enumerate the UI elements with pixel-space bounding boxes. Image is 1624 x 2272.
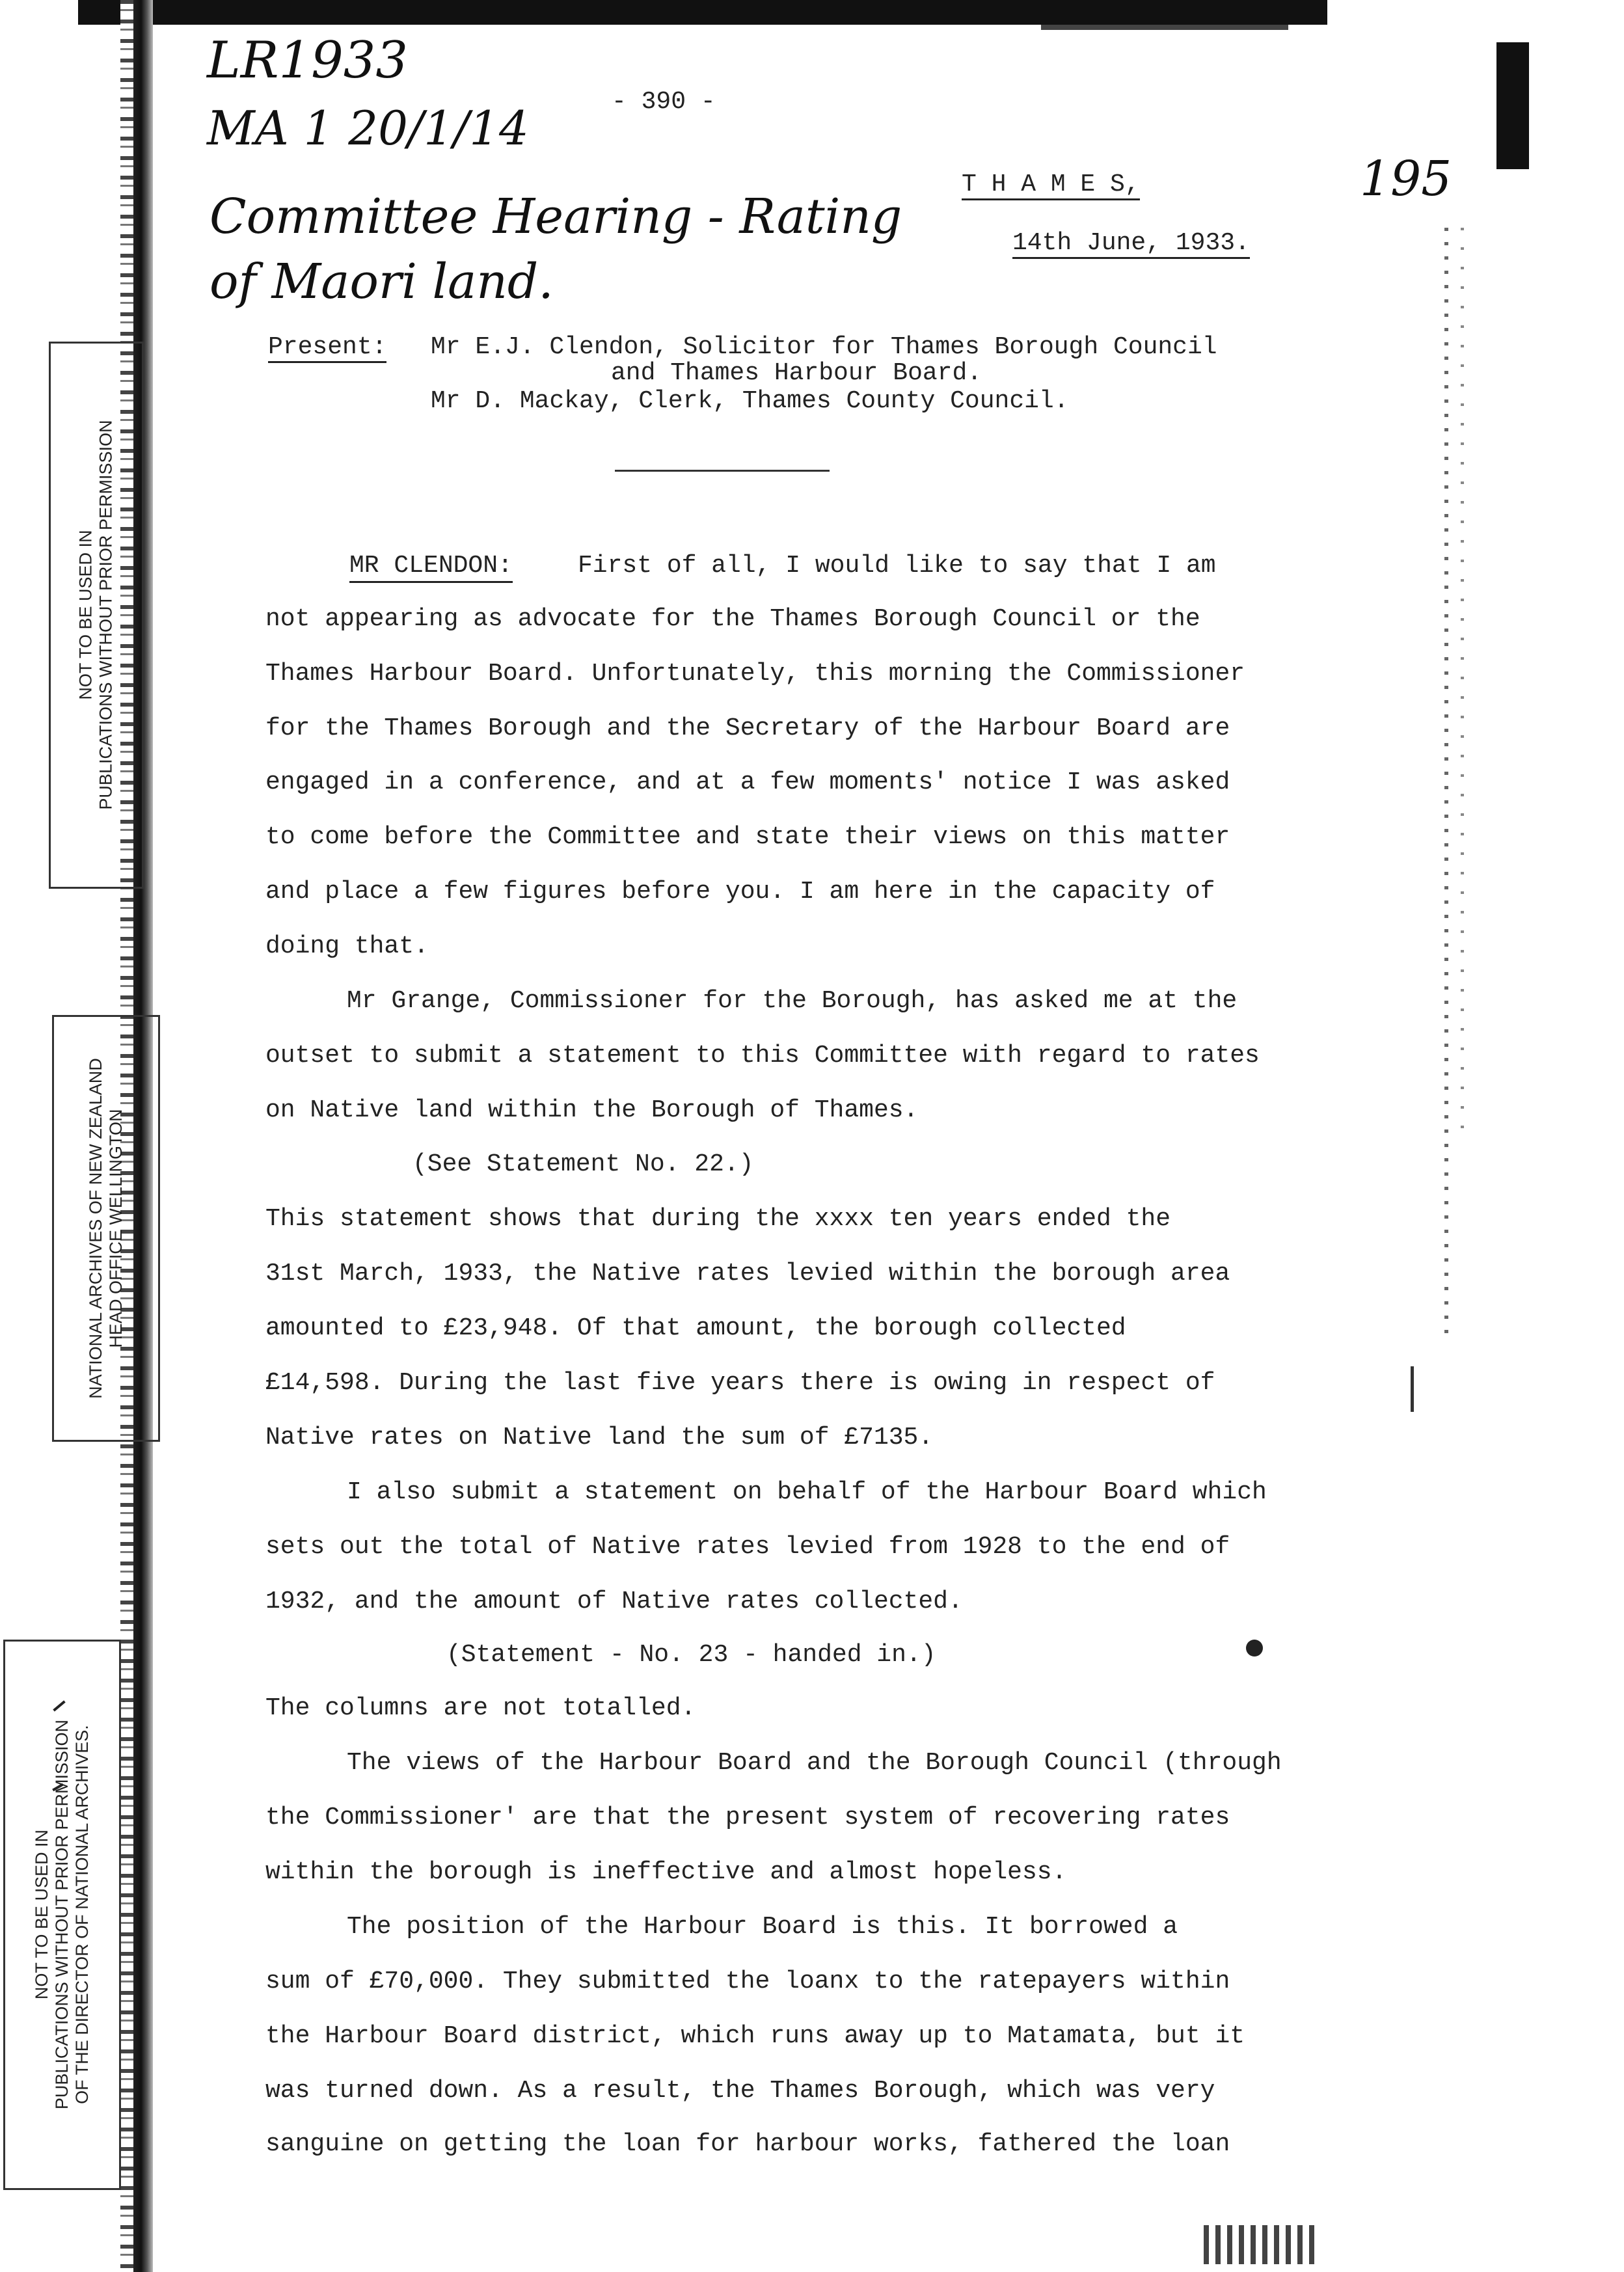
folio-number: 195 xyxy=(1360,151,1452,207)
body-line: Thames Harbour Board. Unfortunately, this morning the Commissioner xyxy=(265,660,1245,688)
stamp-line: OF THE DIRECTOR OF NATIONAL ARCHIVES. xyxy=(72,1725,92,2105)
stamp-line: NATIONAL ARCHIVES OF NEW ZEALAND xyxy=(85,1058,105,1399)
stamp-line: NOT TO BE USED IN xyxy=(75,530,96,701)
body-line: to come before the Committee and state their views on this matter xyxy=(265,823,1230,851)
present-line: Mr E.J. Clendon, Solicitor for Thames Borough Council xyxy=(431,333,1217,361)
ink-blot xyxy=(1246,1640,1263,1657)
body-line: the Harbour Board district, which runs away up to Matamata, but it xyxy=(265,2022,1245,2050)
bottom-ink-mark xyxy=(1204,2225,1321,2264)
body-line: Native rates on Native land the sum of £7135. xyxy=(265,1424,934,1452)
body-line: £14,598. During the last five years there is owing in respect of xyxy=(265,1369,1215,1397)
body-line: The columns are not totalled. xyxy=(265,1694,696,1722)
right-edge-block xyxy=(1496,42,1529,169)
page-number: - 390 - xyxy=(612,88,716,116)
body-line: on Native land within the Borough of Thames. xyxy=(265,1096,919,1124)
body-line: sets out the total of Native rates levied from 1928 to the end of xyxy=(265,1533,1230,1561)
body-line: 31st March, 1933, the Native rates levied within the borough area xyxy=(265,1260,1230,1288)
scan-top-bar-fade xyxy=(1041,25,1288,30)
archive-stamp-middle xyxy=(52,1015,160,1442)
body-line: The position of the Harbour Board is this. It borrowed a xyxy=(347,1913,1178,1941)
body-line: (See Statement No. 22.) xyxy=(413,1150,754,1178)
body-line: doing that. xyxy=(265,932,429,960)
speaker-label: MR CLENDON: xyxy=(349,552,513,583)
body-line: The views of the Harbour Board and the Borough Council (through xyxy=(347,1749,1282,1777)
body-line: the Commissioner' are that the present system of recovering rates xyxy=(265,1804,1230,1832)
body-line: not appearing as advocate for the Thames Borough Council or the xyxy=(265,605,1200,633)
archive-stamp-upper xyxy=(49,342,144,889)
body-line: Mr Grange, Commissioner for the Borough, has asked me at the xyxy=(347,987,1238,1015)
body-line: sum of £70,000. They submitted the loanx to the ratepayers within xyxy=(265,1968,1230,1995)
right-edge-dots xyxy=(1444,228,1448,1334)
stamp-line: HEAD OFFICE WELLINGTON xyxy=(106,1109,126,1348)
stamp-line: PUBLICATIONS WITHOUT PRIOR PERMISSION xyxy=(51,1720,72,2110)
section-divider xyxy=(615,470,830,472)
date-heading: 14th June, 1933. xyxy=(1012,231,1250,259)
stamp-line: NOT TO BE USED IN xyxy=(31,1830,51,2000)
body-line: (Statement - No. 23 - handed in.) xyxy=(446,1641,936,1669)
margin-mark xyxy=(1411,1366,1414,1412)
body-line: I also submit a statement on behalf of the Harbour Board which xyxy=(347,1478,1267,1506)
body-line: First of all, I would like to say that I am xyxy=(578,552,1216,580)
body-line: sanguine on getting the loan for harbour works, fathered the loan xyxy=(265,2130,1230,2158)
present-line: and Thames Harbour Board. xyxy=(611,359,982,387)
scan-top-bar xyxy=(78,0,1327,25)
stamp-line: PUBLICATIONS WITHOUT PRIOR PERMISSION xyxy=(96,420,116,811)
subject-note-line2: of Maori land. xyxy=(210,254,554,310)
place-heading: T H A M E S, xyxy=(962,172,1140,200)
body-line: was turned down. As a result, the Thames Borough, which was very xyxy=(265,2077,1215,2105)
body-line: and place a few figures before you. I am here in the capacity of xyxy=(265,878,1215,906)
body-line: outset to submit a statement to this Committee with regard to rates xyxy=(265,1042,1260,1070)
subject-note-line1: Committee Hearing - Rating xyxy=(210,189,902,245)
present-label: Present: xyxy=(268,335,386,363)
archive-stamp-lower xyxy=(3,1640,121,2190)
body-line: This statement shows that during the xxxx ten years ended the xyxy=(265,1205,1171,1233)
body-line: 1932, and the amount of Native rates collected. xyxy=(265,1588,963,1616)
body-line: amounted to £23,948. Of that amount, the borough collected xyxy=(265,1314,1126,1342)
present-line: Mr D. Mackay, Clerk, Thames County Council. xyxy=(431,387,1069,415)
body-line: for the Thames Borough and the Secretary of the Harbour Board are xyxy=(265,714,1230,742)
body-line: engaged in a conference, and at a few moments' notice I was asked xyxy=(265,768,1230,796)
file-reference: MA 1 20/1/14 xyxy=(207,101,529,156)
right-edge-dots-2 xyxy=(1461,228,1464,1139)
body-line: within the borough is ineffective and almost hopeless. xyxy=(265,1858,1067,1886)
archive-reference: LR1933 xyxy=(207,31,409,90)
